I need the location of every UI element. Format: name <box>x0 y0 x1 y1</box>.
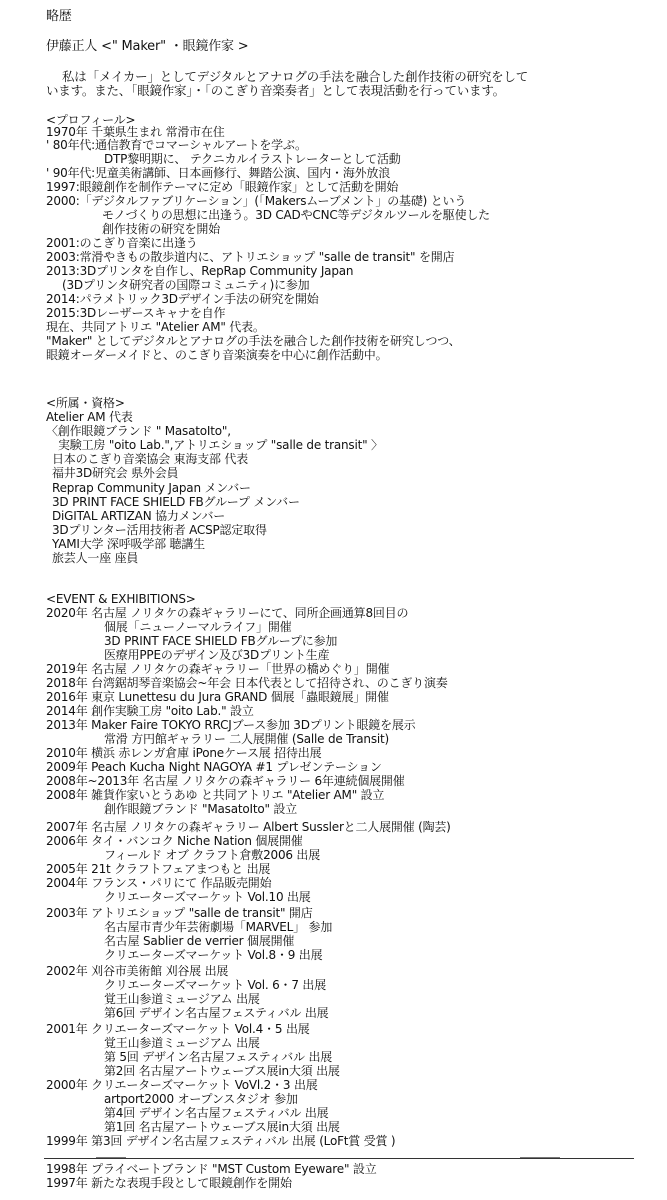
event-line: 2009年 Peach Kucha Night NAGOYA #1 プレゼンテーション <box>46 760 382 774</box>
event-line: 2020年 名古屋 ノリタケの森ギャラリーにて、同所企画通算8回目の <box>46 606 409 620</box>
profile-line: 2000:「デジタルファブリケーション」(「Makersムーブメント」の基礎) という <box>46 194 467 208</box>
event-line: クリエーターズマーケット Vol.10 出展 <box>104 890 311 904</box>
event-line: 覚王山参道ミュージアム 出展 <box>104 992 260 1006</box>
event-line: 2001年 クリエーターズマーケット Vol.4・5 出展 <box>46 1022 310 1036</box>
profile-line: (3Dプリンタ研究者の国際コミュニティ)に参加 <box>62 278 310 292</box>
event-line: 名古屋市青少年芸術劇場「MARVEL」 参加 <box>104 920 333 934</box>
profile-heading: <プロフィール> <box>46 113 136 127</box>
affiliation-line: DiGITAL ARTIZAN 協力メンバー <box>52 509 226 523</box>
profile-line: 2015:3Dレーザースキャナを自作 <box>46 306 226 320</box>
event-line: 2013年 Maker Faire TOKYO RRCJブース参加 3Dプリント眼鏡を展示 <box>46 718 416 732</box>
event-line: 1998年 プライベートブランド "MST Custom Eyeware" 設立 <box>46 1162 377 1176</box>
profile-line: 2001:のこぎり音楽に出逢う <box>46 236 198 250</box>
event-line: 2007年 名古屋 ノリタケの森ギャラリー Albert Susslerと二人展開催 (陶芸) <box>46 820 451 834</box>
event-line: 医療用PPEのデザイン及び3Dプリント生産 <box>104 648 330 662</box>
affiliation-line: 日本のこぎり音楽協会 東海支部 代表 <box>52 452 249 466</box>
affiliation-line: 3D PRINT FACE SHIELD FBグループ メンバー <box>52 495 300 509</box>
profile-line: 2014:パラメトリック3Dデザイン手法の研究を開始 <box>46 292 319 306</box>
event-line: 2006年 タイ・バンコク Niche Nation 個展開催 <box>46 834 303 848</box>
event-line: 1999年 第3回 デザイン名古屋フェスティバル 出展 (LoFt賞 受賞 ) <box>46 1134 396 1148</box>
profile-line: 1970年 千葉県生まれ 常滑市在住 <box>46 125 225 139</box>
page-title: 略歴 <box>46 9 72 24</box>
event-line: 2002年 刈谷市美術館 刈谷展 出展 <box>46 964 229 978</box>
profile-line: 2013:3Dプリンタを自作し、RepRap Community Japan <box>46 264 354 278</box>
event-line: 3D PRINT FACE SHIELD FBグループに参加 <box>104 634 338 648</box>
event-line: フィールド オブ クラフト倉敷2006 出展 <box>104 848 321 862</box>
event-line: 1997年 新たな表現手段として眼鏡創作を開始 <box>46 1176 292 1190</box>
profile-line: DTP黎明期に、 テクニカルイラストレーターとして活動 <box>104 152 401 166</box>
affiliation-line: Reprap Community Japan メンバー <box>52 481 251 495</box>
event-line: 2008年 雑貨作家いとうあゆ と共同アトリエ "Atelier AM" 設立 <box>46 788 385 802</box>
event-line: 第6回 デザイン名古屋フェスティバル 出展 <box>104 1006 329 1020</box>
event-line: 覚王山参道ミュージアム 出展 <box>104 1036 260 1050</box>
affiliation-line: 3Dプリンター活用技術者 ACSP認定取得 <box>52 523 267 537</box>
profile-line: 1997:眼鏡創作を制作テーマに定め「眼鏡作家」として活動を開始 <box>46 180 399 194</box>
scan-speck <box>520 1157 560 1158</box>
events-heading: <EVENT & EXHIBITIONS> <box>46 592 196 606</box>
event-line: artport2000 オープンスタジオ 参加 <box>104 1092 298 1106</box>
event-line: 2004年 フランス・パリにて 作品販売開始 <box>46 876 272 890</box>
event-line: 常滑 方円館ギャラリー 二人展開催 (Salle de Transit) <box>104 732 390 746</box>
event-line: クリエーターズマーケット Vol. 6・7 出展 <box>104 978 327 992</box>
event-line: 名古屋 Sablier de verrier 個展開催 <box>104 934 295 948</box>
event-line: クリエーターズマーケット Vol.8・9 出展 <box>104 948 323 962</box>
event-line: 創作眼鏡ブランド "MasatoIto" 設立 <box>104 802 298 816</box>
event-line: 第1回 名古屋アートウェーブス展in大須 出展 <box>104 1120 340 1134</box>
profile-line: ' 80年代:通信教育でコマーシャルアートを学ぶ。 <box>46 138 307 152</box>
event-line: 2010年 横浜 赤レンガ倉庫 iPoneケース展 招待出展 <box>46 746 322 760</box>
name-heading: 伊藤正人 <" Maker" ・眼鏡作家 > <box>46 39 249 54</box>
intro-line: います。また、「眼鏡作家」・「のこぎり音楽奏者」として表現活動を行っています。 <box>46 83 505 98</box>
affiliation-line: 旅芸人一座 座員 <box>52 551 139 565</box>
event-line: 2005年 21t クラフトフェアまつもと 出展 <box>46 862 271 876</box>
event-line: 2016年 東京 Lunettesu du Jura GRAND 個展「蟲眼鏡展」開催 <box>46 690 389 704</box>
event-line: 個展「ニューノーマルライフ」開催 <box>104 620 292 634</box>
event-line: 第 5回 デザイン名古屋フェスティバル 出展 <box>104 1050 333 1064</box>
affiliation-line: YAMI大学 深呼吸学部 聴講生 <box>52 537 205 551</box>
event-line: 2003年 アトリエショップ "salle de transit" 開店 <box>46 906 313 920</box>
profile-line: モノづくりの思想に出逢う。3D CADやCNC等デジタルツールを駆使した <box>102 208 490 222</box>
profile-line: 現在、共同アトリエ "Atelier AM" 代表。 <box>46 320 265 334</box>
event-line: 第2回 名古屋アートウェーブス展in大須 出展 <box>104 1064 340 1078</box>
affiliation-line: 実験工房 "oito Lab.",アトリエショップ "salle de transit" 〉 <box>58 438 383 452</box>
event-line: 2000年 クリエーターズマーケット VoVl.2・3 出展 <box>46 1078 318 1092</box>
affiliation-heading: <所属・資格> <box>46 396 125 410</box>
profile-line: 眼鏡オーダーメイドと、のこぎり音楽演奏を中心に創作活動中。 <box>46 348 388 362</box>
affiliation-line: Atelier AM 代表 <box>46 410 133 424</box>
affiliation-line: 〈創作眼鏡ブランド " MasatoIto", <box>46 424 231 438</box>
event-line: 第4回 デザイン名古屋フェスティバル 出展 <box>104 1106 329 1120</box>
event-line: 2008年~2013年 名古屋 ノリタケの森ギャラリー 6年連続個展開催 <box>46 774 405 788</box>
scan-speck <box>96 1157 126 1158</box>
event-line: 2014年 創作実験工房 "oito Lab." 設立 <box>46 704 254 718</box>
affiliation-line: 福井3D研究会 県外会員 <box>52 466 179 480</box>
scan-divider-line <box>44 1158 634 1159</box>
profile-line: ' 90年代:児童美術講師、日本画修行、舞踏公演、国内・海外放浪 <box>46 166 391 180</box>
intro-line: 私は「メイカー」としてデジタルとアナログの手法を融合した創作技術の研究をして <box>62 69 529 84</box>
profile-line: 創作技術の研究を開始 <box>102 222 221 236</box>
profile-line: 2003:常滑やきもの散歩道内に、アトリエショップ "salle de transit" を開店 <box>46 250 455 264</box>
profile-line: "Maker" としてデジタルとアナログの手法を融合した創作技術を研究しつつ、 <box>46 334 461 348</box>
event-line: 2019年 名古屋 ノリタケの森ギャラリー「世界の橋めぐり」開催 <box>46 662 390 676</box>
event-line: 2018年 台湾鋸胡琴音楽協会~年会 日本代表として招待され、のこぎり演奏 <box>46 676 448 690</box>
